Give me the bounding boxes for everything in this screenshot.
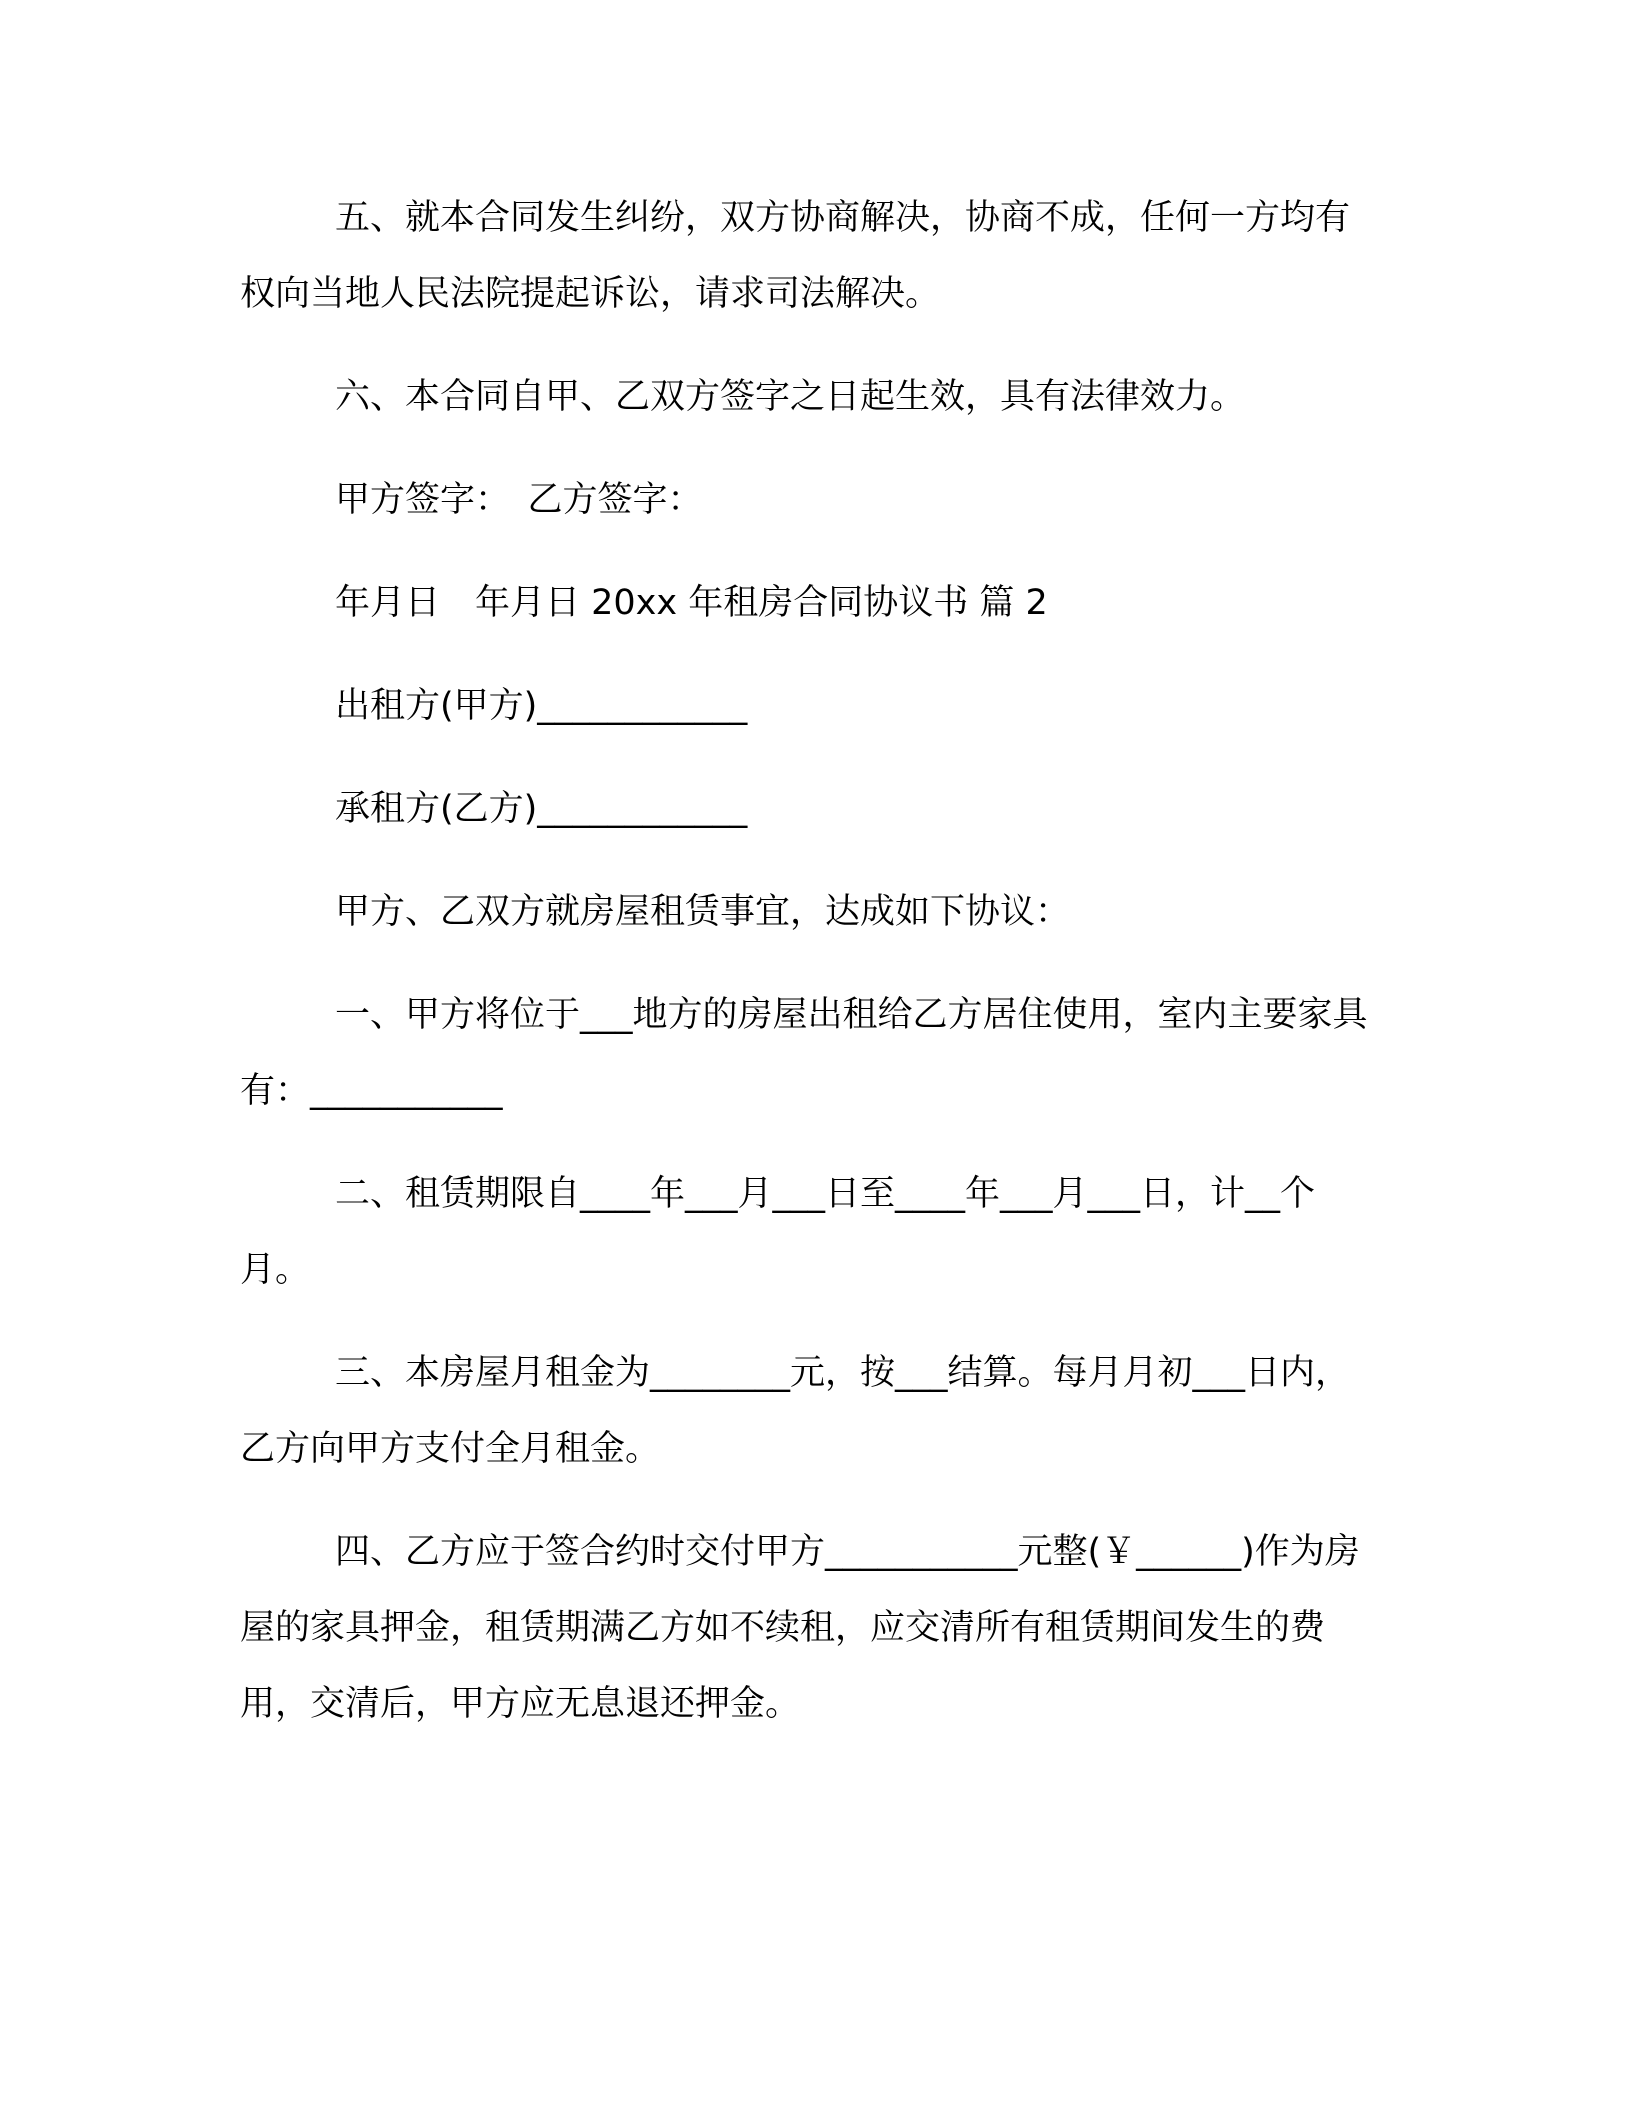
date-and-title-line: 年月日 年月日 20xx 年租房合同协议书 篇 2 bbox=[335, 583, 1048, 623]
clause-six-effective: 六、本合同自甲、乙双方签字之日起生效，具有法律效力。 bbox=[335, 377, 1246, 417]
document-body bbox=[240, 180, 1380, 1769]
clause-one-property: 一、甲方将位于___地方的房屋出租给乙方居住使用，室内主要家具有：___________ bbox=[240, 995, 1368, 1111]
clause-two-term: 二、租赁期限自____年___月___日至____年___月___日，计__个月。 bbox=[240, 1174, 1316, 1290]
clause-four-deposit: 四、乙方应于签合约时交付甲方___________元整(￥______)作为房屋的家具押金，租赁期满乙方如不续租，应交清所有租赁期间发生的费用，交清后，甲方应无息退还押金。 bbox=[240, 1532, 1360, 1724]
clause-three-rent: 三、本房屋月租金为________元，按___结算。每月月初___日内，乙方向甲方支付全月租金。 bbox=[240, 1353, 1351, 1469]
clause-five-dispute: 五、就本合同发生纠纷，双方协商解决，协商不成，任何一方均有权向当地人民法院提起诉讼，请求司法解决。 bbox=[240, 198, 1351, 314]
lessee-field: 承租方(乙方)____________ bbox=[335, 789, 748, 829]
signature-line: 甲方签字： 乙方签字： bbox=[335, 480, 703, 520]
lessor-field: 出租方(甲方)____________ bbox=[335, 686, 748, 726]
agreement-intro: 甲方、乙双方就房屋租赁事宜，达成如下协议： bbox=[335, 892, 1071, 932]
